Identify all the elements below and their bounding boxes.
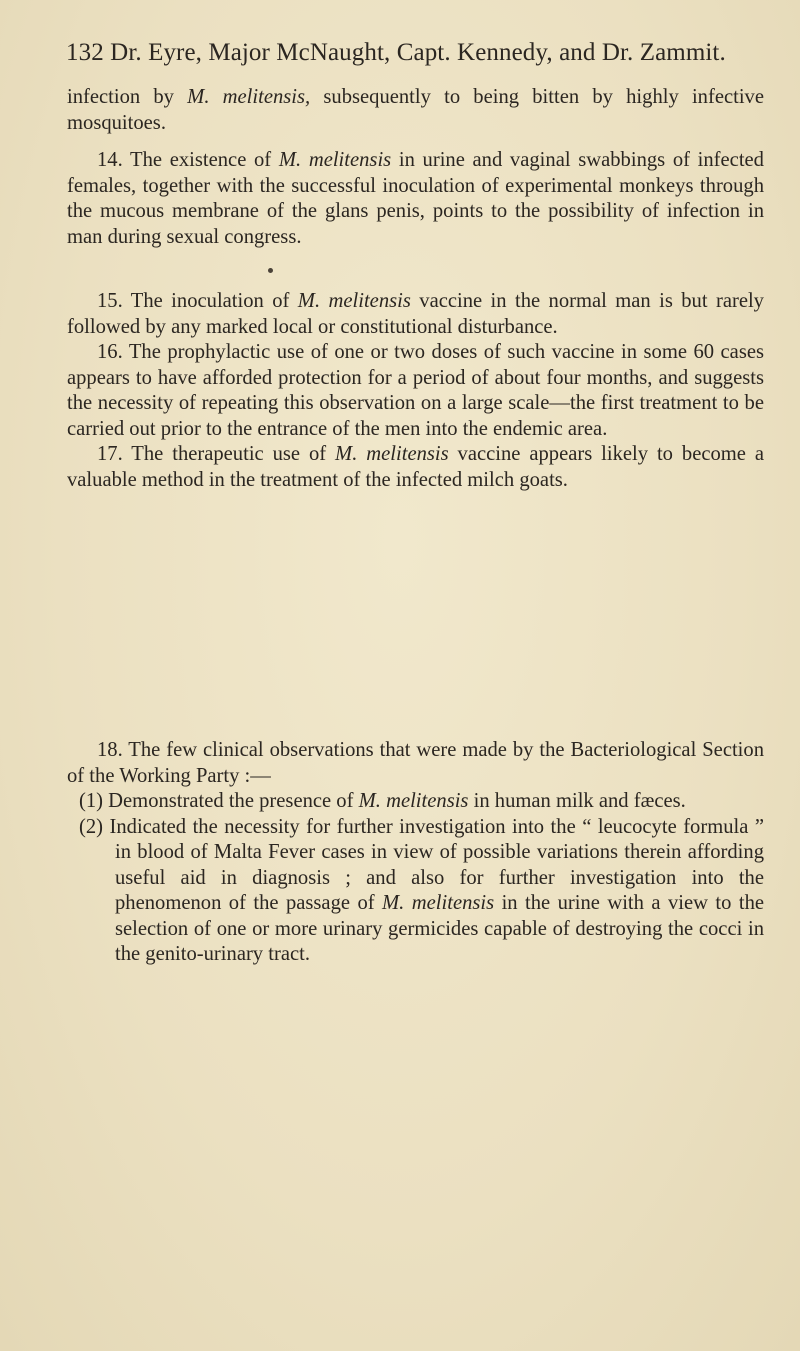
paragraph-14-block bbox=[67, 148, 764, 250]
text-run: 16. The prophylactic use of one or two doses of such vaccine in some 60 cases appears to have afforded protection for a period of about four months, and suggests the necessity of repeating this observation on a large scale—the first treatment to be carried out prior to the entrance of the men into the endemic area. bbox=[67, 341, 764, 440]
text-run: in the urine with a view to the selection of one or more urinary germicides capable of destroying the cocci in the genito-urinary tract. bbox=[115, 892, 765, 965]
paragraph-14 bbox=[67, 148, 764, 250]
text-run: vaccine in the normal man is but rarely followed by any marked local or constitutional disturbance. bbox=[67, 290, 764, 338]
text-run: 18. The few clinical observations that were made by the Bacteriological Section of the Working Party :— bbox=[67, 739, 764, 787]
species-name: M. melitensis bbox=[335, 443, 449, 465]
species-name: M. melitensis bbox=[358, 790, 469, 812]
text-run: in human milk and fæces. bbox=[468, 790, 686, 812]
text-run: 17. The therapeutic use of bbox=[97, 443, 336, 465]
species-name: M. melitensis bbox=[297, 290, 411, 312]
paragraph-17 bbox=[67, 442, 764, 493]
intro-block bbox=[67, 85, 764, 136]
paragraph-18-block bbox=[67, 738, 764, 968]
text-run: 15. The inoculation of bbox=[97, 290, 298, 312]
paragraph-15 bbox=[67, 289, 764, 340]
sub-item-2 bbox=[67, 815, 764, 968]
text-run: (2) Indicated the necessity for further investigation into the “ leucocyte formula ” in blood of Malta Fever cases in view of possible variations therein affording useful aid in diagnosis ; and also for further investigation into the phenomenon of the passage of bbox=[79, 815, 764, 914]
page-number: 132 bbox=[66, 39, 104, 66]
paragraphs-15-17-block bbox=[67, 289, 764, 493]
text-run: 14. The existence of bbox=[97, 149, 279, 171]
species-name: M. melitensis bbox=[382, 892, 495, 914]
header-authors: Dr. Eyre, Major McNaught, Capt. Kennedy, and Dr. Zammit. bbox=[110, 39, 726, 66]
species-name: M. melitensis, bbox=[187, 86, 311, 108]
text-run: (1) Demonstrated the presence of bbox=[79, 790, 359, 812]
text-run: in urine and vaginal swabbings of infected females, together with the successful inoculation of experimental monkeys through the mucous membrane of the glans penis, points to the possibility of infection in man during sexual congress. bbox=[67, 149, 764, 248]
text-run: subsequently to being bitten by highly infective mosquitoes. bbox=[67, 86, 764, 134]
paragraph-16 bbox=[67, 340, 764, 442]
species-name: M. melitensis bbox=[278, 149, 392, 171]
paragraph-intro bbox=[67, 85, 764, 136]
print-speck bbox=[268, 268, 273, 273]
text-run: vaccine appears likely to become a valuable method in the treatment of the infected milch goats. bbox=[67, 443, 764, 491]
sub-item-1 bbox=[67, 789, 764, 815]
paragraph-18 bbox=[67, 738, 764, 789]
running-header bbox=[66, 38, 776, 68]
text-run: infection by bbox=[67, 86, 188, 108]
